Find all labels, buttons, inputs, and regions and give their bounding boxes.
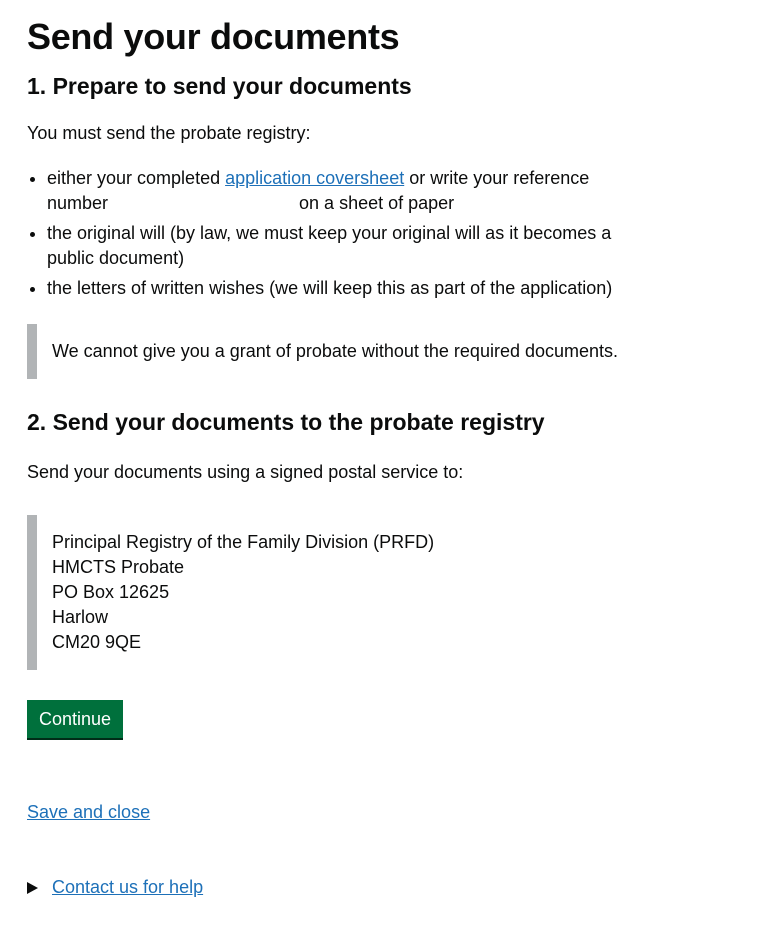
coversheet-suffix: on a sheet of paper — [294, 193, 455, 213]
contact-help-details[interactable] — [27, 875, 727, 900]
address-inset — [27, 515, 727, 670]
section-1-heading: 1. Prepare to send your documents — [27, 73, 412, 99]
coversheet-middle: or write your reference number — [47, 168, 590, 213]
list-item-letters: • the letters of written wishes (we will keep this as part of the application) — [47, 276, 647, 301]
address-line-2: HMCTS Probate — [52, 557, 185, 577]
section-2-heading: 2. Send your documents to the probate registry — [27, 409, 545, 435]
coversheet-prefix: either your completed — [47, 168, 226, 188]
address-line-1: Principal Registry of the Family Division (PRFD) — [52, 532, 435, 552]
redacted-reference-number — [108, 195, 294, 213]
address-line-5: CM20 9QE — [52, 632, 142, 652]
address-line-4: Harlow — [52, 607, 109, 627]
list-item-coversheet — [47, 166, 647, 216]
warning-text: We cannot give you a grant of probate without the required documents. — [52, 341, 619, 361]
section-2-intro: Send your documents using a signed postal service to: — [27, 462, 464, 482]
list-item-will: • the original will (by law, we must keep your original will as it becomes a public document) — [47, 221, 647, 271]
main-content — [27, 14, 727, 900]
application-coversheet-link[interactable]: application coversheet — [225, 168, 405, 188]
section-1-intro: You must send the probate registry: — [27, 123, 311, 143]
save-and-close-link[interactable]: Save and close — [27, 802, 151, 822]
required-documents-list — [27, 166, 647, 301]
continue-button[interactable]: Continue — [27, 700, 123, 738]
address-line-3: PO Box 12625 — [52, 582, 170, 602]
page-title: Send your documents — [27, 16, 400, 57]
warning-inset — [27, 324, 727, 379]
triangle-right-icon — [27, 882, 38, 894]
contact-us-link[interactable]: Contact us for help — [52, 877, 204, 897]
